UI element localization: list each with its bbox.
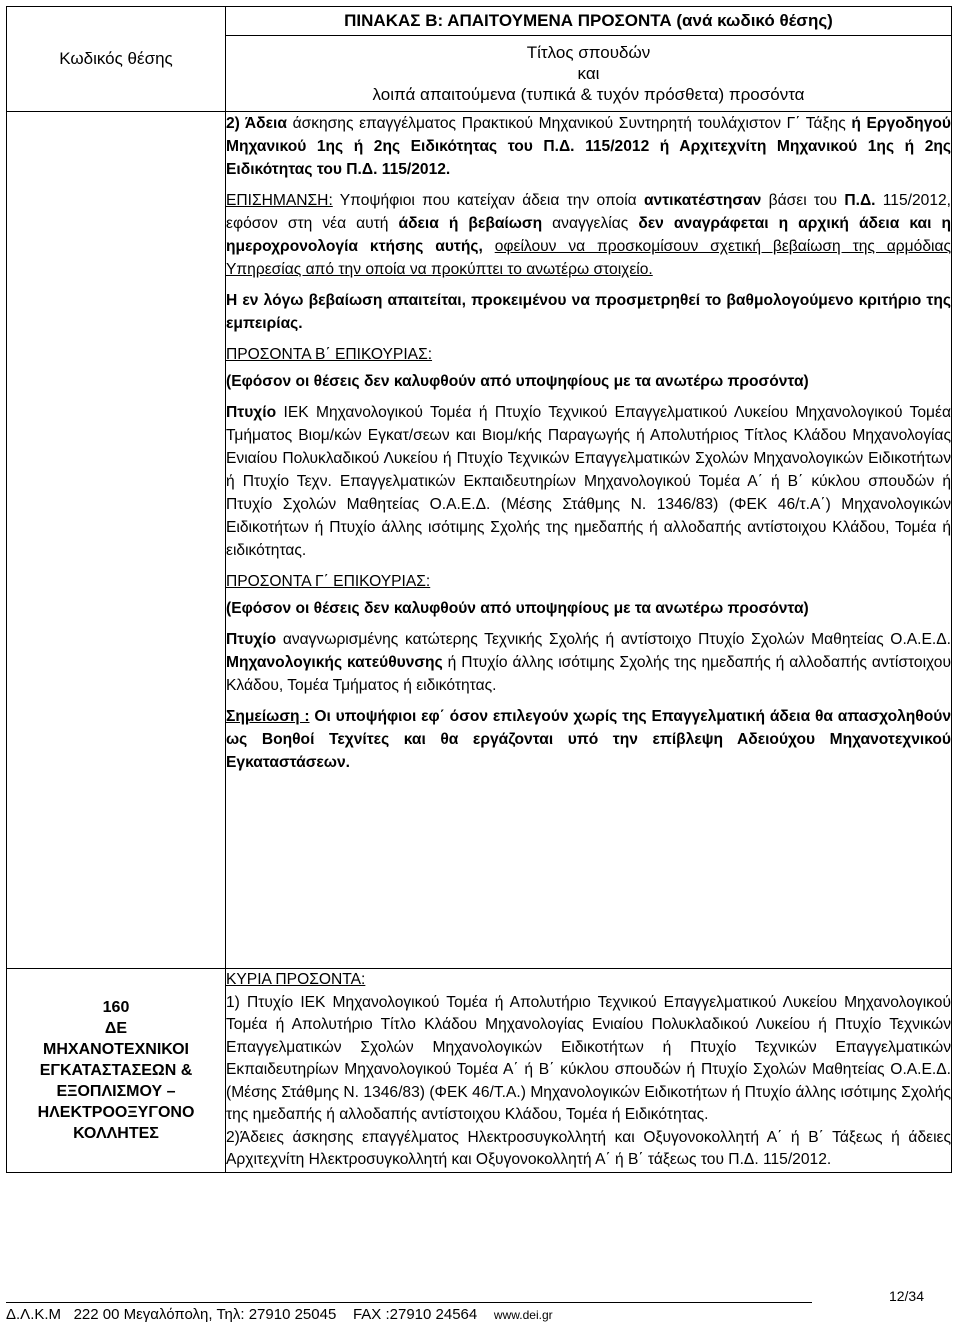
section-b-heading: ΠΡΟΣΟΝΤΑ Β΄ ΕΠΙΚΟΥΡΙΑΣ: xyxy=(226,346,433,363)
notice-label: ΕΠΙΣΗΜΑΝΣΗ: xyxy=(226,192,333,209)
position-code-cell xyxy=(7,969,226,1173)
section-c-details-1: αναγνωρισμένης κατώτερης Τεχνικής Σχολής ή αντίστοιχο Πτυχίο Σχολών Μαθητείας Ο.Α.Ε.Δ. xyxy=(276,631,951,648)
main-qualification-1-text: ΙΕΚ Μηχανολογικού Τομέα ή Απολυτήριο Τεχνικού Επαγγελματικού Λυκείου Μηχανολογικού Τομέα ή Απολυτήριο Τίτλο Κλάδου Μηχανολογίας Ενιαίου Πολυκλαδικού Λυκείου ή Πτυχίο Τεχνικών Επαγγελματικών Σχολών Μηχανολογικών Ειδικοτήτων ή Πτυχίο Τεχνικών Επαγγελματικών Εκπαιδευτηρίων Μηχανολογικού Τομέα Α΄ ή Β΄ κύκλου σπουδών ή Πτυχίο Σχολών Μαθητείας Ο.Α.Ε.Δ. (Μέσης Στάθμης Ν. 1346/83) (ΦΕΚ 46/Τ.Α.) Μηχανολογικών Ειδικοτήτων ή Πτυχίο άλλης ισότιμης Σχολής της ημεδαπής ή αλλοδαπής αντίστοιχου Κλάδου, Τομέα ή Ειδικότητας. xyxy=(226,993,951,1123)
main-qualification-1 xyxy=(226,992,951,1127)
license-text: άσκησης επαγγέλματος Πρακτικού Μηχανικού Συντηρητή τουλάχιστον Γ΄ Τάξης xyxy=(286,115,852,132)
section-c-heading: ΠΡΟΣΟΝΤΑ Γ΄ ΕΠΙΚΟΥΡΙΑΣ: xyxy=(226,573,431,590)
section-c-text xyxy=(226,628,951,697)
code-label: Κωδικός θέσης xyxy=(59,49,173,68)
header-sub-line2: και xyxy=(577,64,600,83)
main-qualifications-heading: ΚΥΡΙΑ ΠΡΟΣΟΝΤΑ: xyxy=(226,971,366,988)
footer-org: Δ.Λ.Κ.Μ xyxy=(6,1306,62,1323)
page-number: 12/34 xyxy=(888,1288,924,1304)
note-label: Σημείωση : xyxy=(226,708,310,725)
header-sub-line1: Τίτλος σπουδών xyxy=(526,43,651,62)
position-title-line3: ΕΞΟΠΛΙΣΜΟΥ – xyxy=(56,1082,176,1100)
position-title-line5: ΚΟΛΛΗΤΕΣ xyxy=(73,1124,159,1142)
page-footer xyxy=(0,1268,960,1330)
section-b-text xyxy=(226,401,951,562)
notice-text-5: 115/2012, εφόσον στη νέα αυτή xyxy=(226,192,951,232)
notice-text-7: αναγγελίας xyxy=(542,215,639,232)
notice-text-8: δεν αναγράφεται η αρχική άδεια και η ημεροχρονολογία κτήσης αυτής, xyxy=(226,215,951,255)
position-code: ΔΕ xyxy=(104,1019,128,1037)
paragraph-license xyxy=(226,112,951,181)
main-qualification-2-text-3: Τάξεως xyxy=(823,1128,892,1146)
note-text: Οι υποψήφιοι εφ΄ όσον επιλεγούν χωρίς της Επαγγελματική άδεια θα απασχοληθούν ως Βοηθοί Τεχνίτες και θα εργάζονται υπό την επίβλεψη Αδειούχου Μηχανοτεχνικού Εγκαταστάσεων. xyxy=(226,708,951,771)
column-header-code xyxy=(7,7,226,112)
position-number: 160 xyxy=(102,998,130,1016)
section-c-details-2: Μηχανολογικής κατεύθυνσης xyxy=(226,654,443,671)
section-c-condition: (Εφόσον οι θέσεις δεν καλυφθούν από υποψηφίους με τα ανωτέρω προσόντα) xyxy=(226,600,809,617)
position-title-line2: ΕΓΚΑΤΑΣΤΑΣΕΩΝ & xyxy=(39,1061,193,1079)
table-title xyxy=(226,7,952,36)
code-cell-empty xyxy=(7,112,226,969)
license-label: 2) Άδεια xyxy=(226,115,287,132)
section-b-details: ΙΕΚ Μηχανολογικού Τομέα ή Πτυχίο Τεχνικού Επαγγελματικού Λυκείου Μηχανολογικού Τομέα Τμήματος Βιομ/κών Εγκατ/σεων και Βιομ/κής Παραγωγής ή Απολυτήριος Τίτλος Κλάδου Μηχανολογίας Ενιαίου Πολυκλαδικού Λυκείου ή Πτυχίο Τεχνικών Επαγγελματικών Σχολών Μηχανολογικών Ειδικοτήτων ή Πτυχίο Τεχν. Επαγγελματικών Εκπαιδευτηρίων Μηχανολογικού Τομέα Α΄ ή Β΄ κύκλου σπουδών ή Πτυχίο Σχολών Μαθητείας Ο.Α.Ε.Δ. (Μέσης Στάθμης Ν. 1346/83) (ΦΕΚ 46/τ.Α΄) Μηχανολογικών Ειδικοτήτων ή Πτυχίο άλλης ισότιμης Σχολής της ημεδαπής ή αλλοδαπής αντίστοιχου Κλάδου, Τομέα ή ειδικότητας. xyxy=(226,404,951,559)
section-c-details-3: ή Πτυχίο άλλης ισότιμης Σχολής της ημεδαπής ή αλλοδαπής αντίστοιχου Κλάδου, Τομέα Τμήματος ή ειδικότητας. xyxy=(226,654,951,694)
main-qualification-1-label: 1) Πτυχίο xyxy=(226,993,294,1011)
main-qualification-2-text-2: Α΄ ή Β΄ xyxy=(766,1128,824,1146)
notice-text-3: βάσει του xyxy=(761,192,845,209)
section-b-condition: (Εφόσον οι θέσεις δεν καλυφθούν από υποψηφίους με τα ανωτέρω προσόντα) xyxy=(226,373,809,390)
footer-website: www.dei.gr xyxy=(493,1308,553,1322)
section-c-degree: Πτυχίο xyxy=(226,631,277,648)
footer-rule xyxy=(6,1302,812,1303)
footer-fax: FAX :27910 24564 xyxy=(352,1306,478,1323)
footer-contact xyxy=(6,1306,553,1323)
main-qualification-2 xyxy=(226,1127,951,1172)
header-sub-line3: λοιπά απαιτούμενα (τυπικά & τυχόν πρόσθετα) προσόντα xyxy=(372,85,805,104)
main-qualification-2-text-1: άσκησης επαγγέλματος Ηλεκτροσυγκολλητή και Οξυγονοκολλητή xyxy=(283,1128,767,1146)
notice-text-1: Υποψήφιοι που κατείχαν άδεια την οποία xyxy=(332,192,644,209)
notice-text-9: οφείλουν να προσκομίσουν σχετική βεβαίωση της αρμόδιας Υπηρεσίας από την οποία να προκύπτει το ανωτέρω στοιχείο. xyxy=(226,238,951,278)
table-title-text: ΠΙΝΑΚΑΣ Β: ΑΠΑΙΤΟΥΜΕΝΑ ΠΡΟΣΟΝΤΑ (ανά κωδικό θέσης) xyxy=(344,11,833,30)
notice-text-6: άδεια ή βεβαίωση xyxy=(398,215,543,232)
paragraph-certificate: Η εν λόγω βεβαίωση απαιτείται, προκειμένου να προσμετρηθεί το βαθμολογούμενο κριτήριο της εμπειρίας. xyxy=(226,292,951,332)
position-title-line4: ΗΛΕΚΤΡΟΟΞΥΓΟΝΟ xyxy=(37,1103,195,1121)
notice-text-4: Π.Δ. xyxy=(844,192,876,209)
paragraph-notice xyxy=(226,189,951,281)
position-title-line1: ΜΗΧΑΝΟΤΕΧΝΙΚΟΙ xyxy=(43,1040,189,1058)
main-qualification-2-text-4: ή άδειες Αρχιτεχνίτη Ηλεκτροσυγκολλητή και Οξυγονοκολλητή Α΄ ή Β΄ τάξεως του Π.Δ. 115/2012. xyxy=(226,1128,952,1168)
qualifications-table xyxy=(6,6,952,1173)
main-qualification-2-label: 2)Άδειες xyxy=(226,1128,284,1146)
paragraph-note xyxy=(226,705,951,774)
footer-address: 222 00 Μεγαλόπολη, Τηλ: 27910 25045 xyxy=(73,1306,337,1323)
section-b-degree: Πτυχίο xyxy=(226,404,277,421)
qualifications-text-cell xyxy=(226,112,952,969)
notice-text-2: αντικατέστησαν xyxy=(643,192,762,209)
main-qualifications-cell xyxy=(226,969,952,1173)
license-text-bold: ή Εργοδηγού Μηχανικού 1ης ή 2ης Ειδικότητας του Π.Δ. 115/2012 ή Αρχιτεχνίτη Μηχανικού 1ης ή 2ης Ειδικότητας του Π.Δ. 115/2012. xyxy=(226,115,951,178)
column-header-qualifications xyxy=(226,36,952,112)
